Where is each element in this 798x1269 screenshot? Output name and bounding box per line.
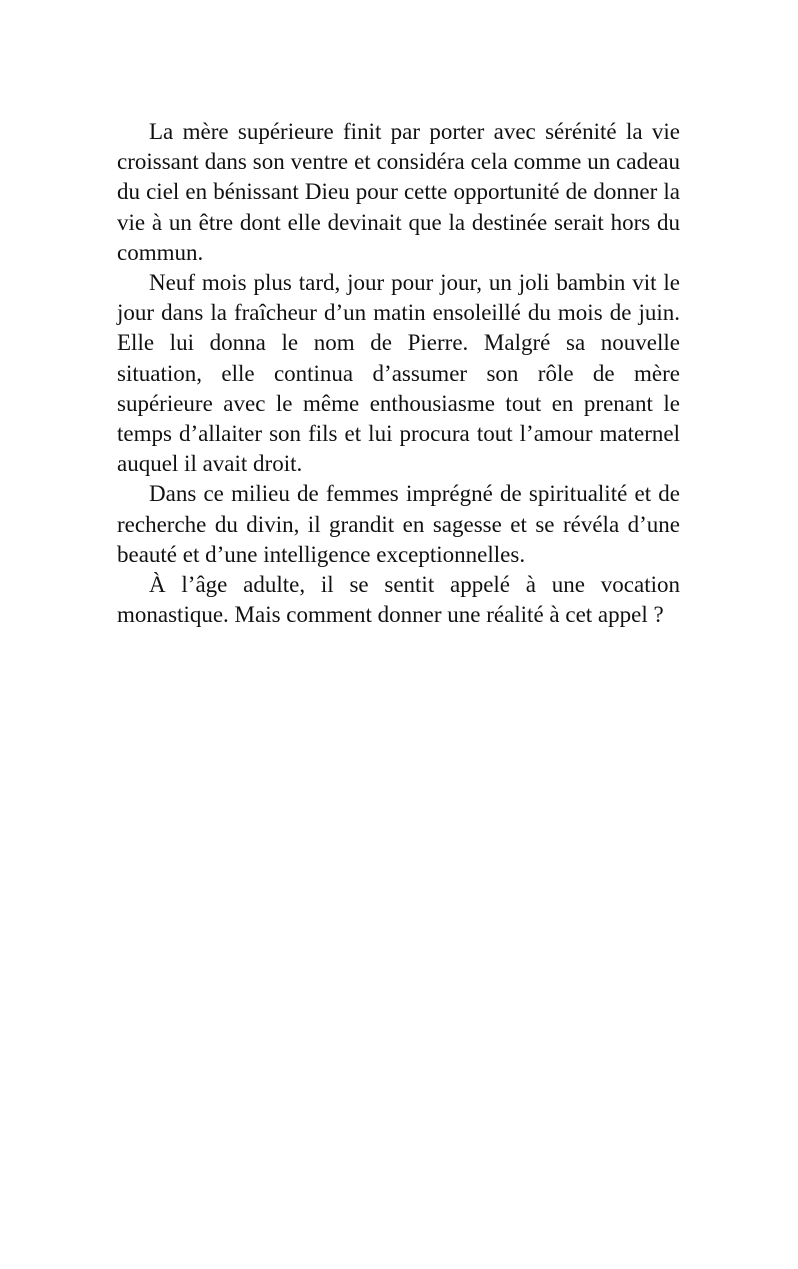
- paragraph-3: Dans ce milieu de femmes imprégné de spiritualité et de recherche du divin, il grandit en sagesse et se révéla d’une beauté et d’une intelligence exceptionnelles.: [117, 481, 680, 567]
- paragraph-4: À l’âge adulte, il se sentit appelé à une vocation monastique. Mais comment donner une réalité à cet appel ?: [117, 572, 680, 628]
- paragraph-2: Neuf mois plus tard, jour pour jour, un joli bambin vit le jour dans la fraîcheur d’un matin ensoleillé du mois de juin. Elle lui donna le nom de Pierre. Malgré sa nouvelle situation, elle continua d’assumer son rôle de mère supérieure avec le même enthousiasme tout en prenant le temps d’allaiter son fils et lui procura tout l’amour maternel auquel il avait droit.: [117, 270, 680, 477]
- paragraph-1: La mère supérieure finit par porter avec sérénité la vie croissant dans son ventre et considéra cela comme un cadeau du ciel en bénissant Dieu pour cette opportunité de donner la vie à un être dont elle devinait que la destinée serait hors du commun.: [117, 119, 680, 265]
- body-text: [117, 117, 680, 630]
